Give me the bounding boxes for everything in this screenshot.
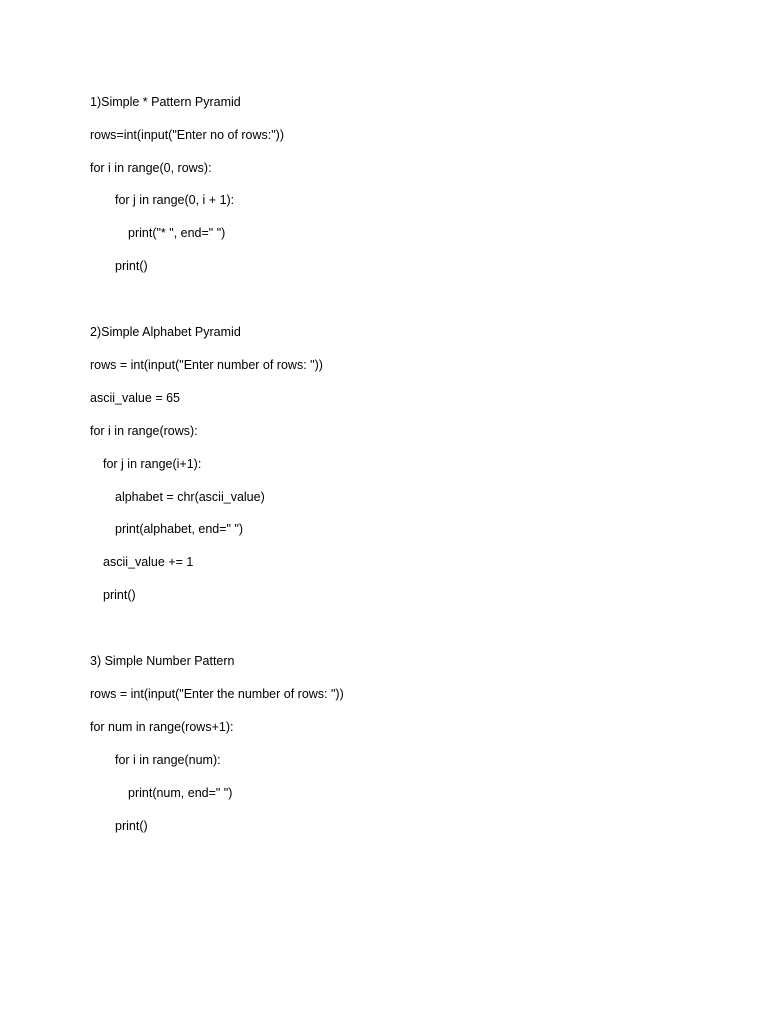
code-line: print() bbox=[103, 588, 136, 602]
code-line: print("* ", end=" ") bbox=[128, 226, 226, 240]
code-line: rows = int(input("Enter number of rows: ")) bbox=[90, 358, 323, 372]
section-1-heading: 1)Simple * Pattern Pyramid bbox=[90, 95, 241, 109]
code-line: for j in range(0, i + 1): bbox=[115, 193, 235, 207]
code-line: for i in range(num): bbox=[115, 753, 221, 767]
code-line: ascii_value += 1 bbox=[103, 555, 194, 569]
code-line: alphabet = chr(ascii_value) bbox=[115, 490, 265, 504]
code-line: for i in range(rows): bbox=[90, 424, 198, 438]
code-line: print(alphabet, end=" ") bbox=[115, 522, 244, 536]
code-line: rows=int(input("Enter no of rows:")) bbox=[90, 128, 285, 142]
code-line: ascii_value = 65 bbox=[90, 391, 180, 405]
code-line: print() bbox=[115, 819, 148, 833]
code-line: print() bbox=[115, 259, 148, 273]
section-2-heading: 2)Simple Alphabet Pyramid bbox=[90, 325, 241, 339]
code-line: for i in range(0, rows): bbox=[90, 161, 212, 175]
code-line: print(num, end=" ") bbox=[128, 786, 233, 800]
code-line: for num in range(rows+1): bbox=[90, 720, 234, 734]
section-3-heading: 3) Simple Number Pattern bbox=[90, 654, 235, 668]
code-line: rows = int(input("Enter the number of rows: ")) bbox=[90, 687, 344, 701]
code-line: for j in range(i+1): bbox=[103, 457, 202, 471]
